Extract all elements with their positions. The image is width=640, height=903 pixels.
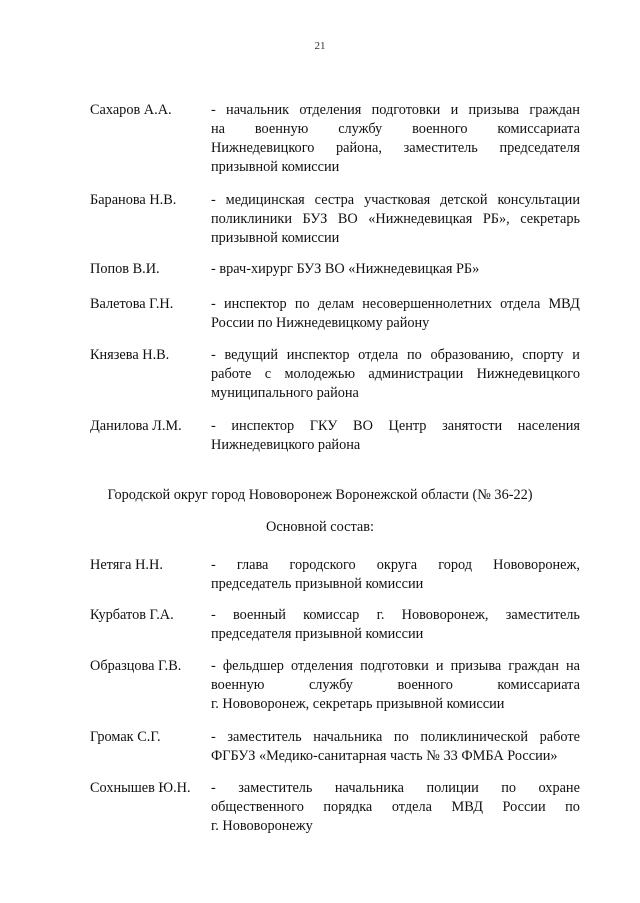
member-role: [211, 417, 580, 455]
subheading: Основной состав:: [266, 519, 374, 535]
role-line: Нижнедевицкого района: [211, 437, 361, 453]
member-role: [211, 191, 580, 248]
role-line: Нижнедевицкого района, заместитель председателя: [211, 140, 580, 156]
role-line: - заместитель начальника полиции по охране: [211, 780, 580, 796]
page-number: 21: [314, 40, 326, 52]
role-line: работе с молодежью администрации Нижнедевицкого: [211, 366, 580, 382]
member-name: Сохнышев Ю.Н.: [90, 780, 191, 796]
member-role: [211, 556, 580, 594]
role-line: России по Нижнедевицкому району: [211, 315, 430, 331]
role-line: председателя призывной комиссии: [211, 626, 424, 642]
role-line: на военную службу военного комиссариата: [211, 121, 580, 137]
role-line: - инспектор по делам несовершеннолетних отдела МВД: [211, 296, 580, 312]
role-line: - инспектор ГКУ ВО Центр занятости населения: [211, 418, 580, 434]
role-line: г. Нововоронежу: [211, 818, 313, 834]
member-name: Образцова Г.В.: [90, 658, 182, 674]
member-role: [211, 101, 580, 177]
member-name: Сахаров А.А.: [90, 102, 172, 118]
role-line: военную службу военного комиссариата: [211, 677, 580, 693]
section-heading: Городской округ город Нововоронеж Воронежской области (№ 36-22): [107, 487, 533, 503]
role-line: - ведущий инспектор отдела по образованию, спорту и: [211, 347, 580, 363]
role-line: - заместитель начальника по поликлинической работе: [211, 729, 580, 745]
member-role: [211, 657, 580, 714]
role-line: - глава городского округа город Нововоронеж,: [211, 557, 580, 573]
member-name: Баранова Н.В.: [90, 192, 177, 208]
member-role: [211, 295, 580, 333]
role-line: председатель призывной комиссии: [211, 576, 424, 592]
member-name: Громак С.Г.: [90, 729, 161, 745]
member-name: Нетяга Н.Н.: [90, 557, 163, 573]
role-line: призывной комиссии: [211, 230, 340, 246]
role-line: - врач-хирург БУЗ ВО «Нижнедевицкая РБ»: [211, 261, 480, 277]
member-name: Князева Н.В.: [90, 347, 170, 363]
role-line: - медицинская сестра участковая детской консультации: [211, 192, 580, 208]
member-name: Валетова Г.Н.: [90, 296, 174, 312]
role-line: - военный комиссар г. Нововоронеж, заместитель: [211, 607, 580, 623]
role-line: муниципального района: [211, 385, 359, 401]
role-line: призывной комиссии: [211, 159, 340, 175]
role-line: ФГБУЗ «Медико-санитарная часть № 33 ФМБА России»: [211, 748, 558, 764]
role-line: - начальник отделения подготовки и призыва граждан: [211, 102, 580, 118]
member-role: [211, 606, 580, 644]
member-name: Курбатов Г.А.: [90, 607, 174, 623]
member-role: [211, 346, 580, 403]
member-role: [211, 779, 580, 836]
member-role: [211, 260, 580, 279]
member-name: Данилова Л.М.: [90, 418, 182, 434]
role-line: общественного порядка отдела МВД России по: [211, 799, 580, 815]
member-role: [211, 728, 580, 766]
role-line: г. Нововоронеж, секретарь призывной комиссии: [211, 696, 505, 712]
role-line: - фельдшер отделения подготовки и призыва граждан на: [211, 658, 580, 674]
role-line: поликлиники БУЗ ВО «Нижнедевицкая РБ», секретарь: [211, 211, 580, 227]
member-name: Попов В.И.: [90, 261, 160, 277]
